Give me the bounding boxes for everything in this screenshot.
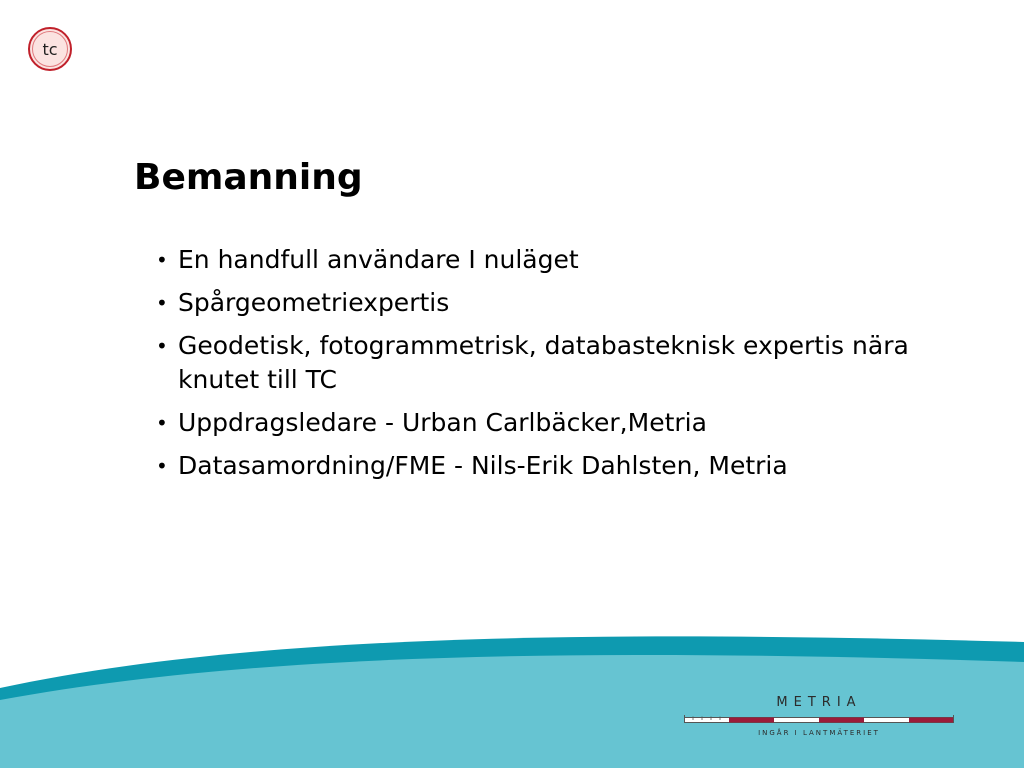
- bullet-list: [154, 243, 974, 492]
- metria-logo-tagline: INGÅR I LANTMÄTERIET: [758, 729, 880, 737]
- bullet-text: Datasamordning/FME - Nils-Erik Dahlsten, Metria: [178, 451, 788, 480]
- metria-logo-name: METRIA: [776, 695, 862, 710]
- bullet-dot-icon: •: [156, 248, 168, 272]
- bullet-dot-icon: •: [156, 454, 168, 478]
- bullet-item: [154, 406, 974, 440]
- tc-logo-badge: [28, 27, 72, 71]
- metria-scale-bar-icon: [684, 715, 954, 725]
- bullet-dot-icon: •: [156, 334, 168, 358]
- bullet-item: [154, 329, 974, 397]
- slide-title: Bemanning: [134, 157, 363, 198]
- bullet-text: Uppdragsledare - Urban Carlbäcker,Metria: [178, 408, 707, 437]
- bullet-text: Geodetisk, fotogrammetrisk, databasteknisk expertis nära knutet till TC: [178, 331, 909, 394]
- bullet-item: [154, 449, 974, 483]
- bullet-dot-icon: •: [156, 411, 168, 435]
- bullet-dot-icon: •: [156, 291, 168, 315]
- tc-logo-text: tc: [32, 31, 68, 67]
- metria-logo: [684, 694, 954, 744]
- bullet-text: En handfull användare I nuläget: [178, 245, 579, 274]
- bullet-item: [154, 286, 974, 320]
- bullet-text: Spårgeometriexpertis: [178, 288, 450, 317]
- bullet-item: [154, 243, 974, 277]
